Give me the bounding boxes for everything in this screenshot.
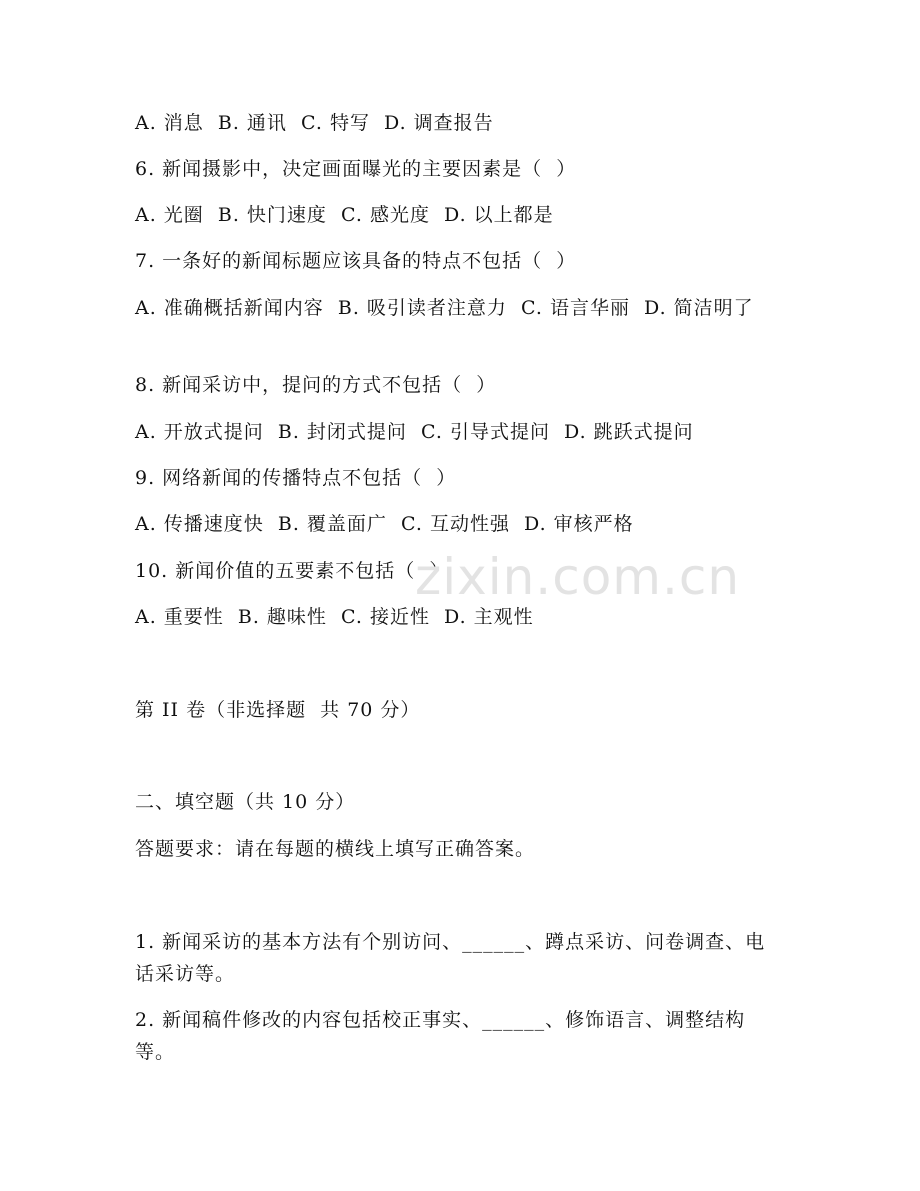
question-9: 9. 网络新闻的传播特点不包括（ ）: [135, 467, 457, 489]
question-10: 10. 新闻价值的五要素不包括（ ）: [135, 560, 450, 582]
fill-blank-question-1: 1. 新闻采访的基本方法有个别访问、______、蹲点采访、问卷调查、电话采访等。: [135, 931, 766, 985]
fill-blank-question-2: 2. 新闻稿件修改的内容包括校正事实、______、修饰语言、调整结构等。: [135, 1009, 746, 1063]
section-heading-fill-blank: 二、填空题（共 10 分）: [135, 791, 356, 813]
question-6: 6. 新闻摄影中，决定画面曝光的主要因素是（ ）: [135, 158, 577, 180]
option-line-q10: A. 重要性 B. 趣味性 C. 接近性 D. 主观性: [135, 606, 534, 628]
option-line-q8: A. 开放式提问 B. 封闭式提问 C. 引导式提问 D. 跳跃式提问: [135, 421, 694, 443]
section-title-part-2: 第 II 卷（非选择题 共 70 分）: [135, 699, 421, 721]
option-line-q5: A. 消息 B. 通讯 C. 特写 D. 调查报告: [135, 112, 494, 134]
question-7: 7. 一条好的新闻标题应该具备的特点不包括（ ）: [135, 250, 577, 272]
site-watermark: zixin.com.cn: [415, 548, 741, 606]
option-line-q9: A. 传播速度快 B. 覆盖面广 C. 互动性强 D. 审核严格: [135, 513, 634, 535]
question-8: 8. 新闻采访中，提问的方式不包括（ ）: [135, 374, 497, 396]
option-line-q7: A. 准确概括新闻内容 B. 吸引读者注意力 C. 语言华丽 D. 简洁明了: [135, 297, 754, 319]
answer-instructions: 答题要求：请在每题的横线上填写正确答案。: [135, 838, 536, 860]
option-line-q6: A. 光圈 B. 快门速度 C. 感光度 D. 以上都是: [135, 204, 554, 226]
